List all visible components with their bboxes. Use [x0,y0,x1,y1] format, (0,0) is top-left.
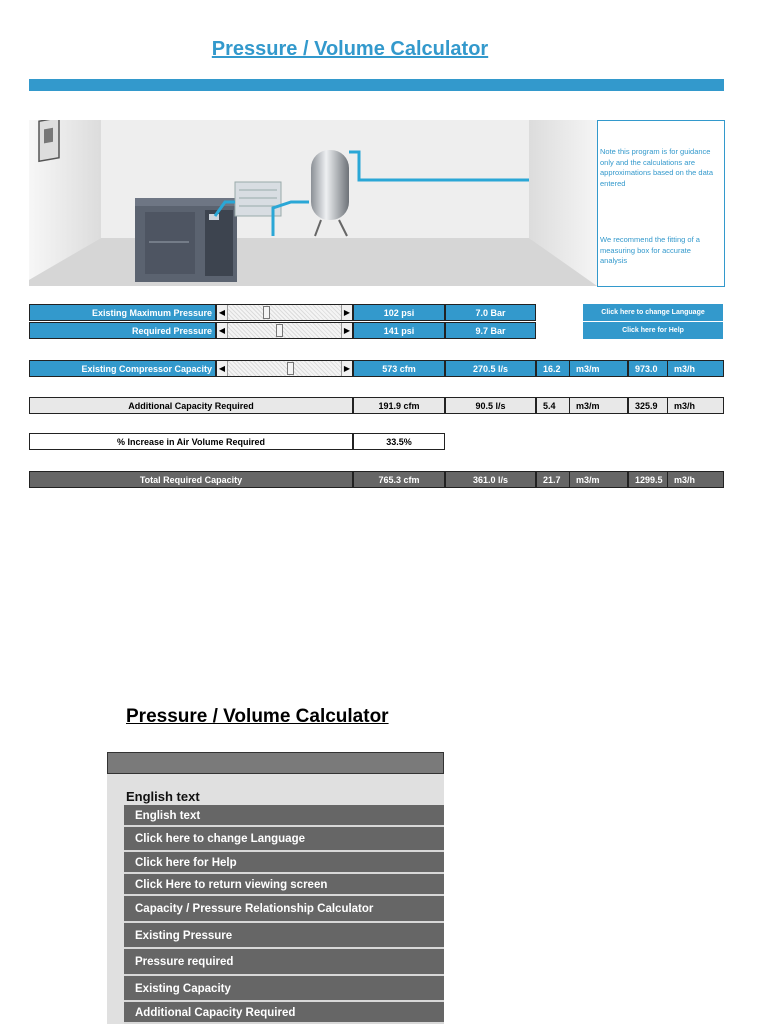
page-title: Pressure / Volume Calculator [211,38,489,60]
header-bar [29,79,724,91]
increase-label: % Increase in Air Volume Required [29,433,353,450]
change-language-button[interactable]: Click here to change Language [583,304,723,321]
list-item[interactable]: Existing Capacity [124,976,444,1002]
total-capacity-m3m-unit: m3/m [570,471,628,488]
slider-left-arrow-icon[interactable]: ◀ [217,323,228,338]
language-screen-title: Pressure / Volume Calculator [126,706,389,727]
existing-pressure-slider[interactable] [216,304,353,321]
slider-right-arrow-icon[interactable]: ▶ [341,305,352,320]
existing-pressure-bar: 7.0 Bar [445,304,536,321]
total-capacity-ls: 361.0 l/s [445,471,536,488]
list-item[interactable]: Click here to change Language [124,827,444,852]
list-item[interactable]: Existing Pressure [124,923,444,949]
slider-thumb[interactable] [263,306,270,319]
existing-pressure-label: Existing Maximum Pressure [29,304,216,321]
additional-capacity-label: Additional Capacity Required [29,397,353,414]
existing-capacity-cfm: 573 cfm [353,360,445,377]
list-item[interactable]: Pressure required [124,949,444,976]
additional-capacity-m3h-unit: m3/h [668,397,724,414]
list-item[interactable]: Capacity / Pressure Relationship Calculator [124,896,444,923]
existing-capacity-ls: 270.5 l/s [445,360,536,377]
increase-value: 33.5% [353,433,445,450]
language-panel-header-bar [107,752,444,774]
compressor-room-illustration [29,120,597,286]
additional-capacity-ls: 90.5 l/s [445,397,536,414]
total-capacity-m3m: 21.7 [536,471,570,488]
list-item[interactable]: Click Here to return viewing screen [124,874,444,896]
compressor-room-image [29,120,597,286]
required-pressure-psi: 141 psi [353,322,445,339]
slider-thumb[interactable] [276,324,283,337]
slider-thumb[interactable] [287,362,294,375]
slider-left-arrow-icon[interactable]: ◀ [217,305,228,320]
language-text-list [124,805,444,1024]
existing-capacity-m3m-unit: m3/m [570,360,628,377]
existing-pressure-psi: 102 psi [353,304,445,321]
existing-capacity-m3h-unit: m3/h [668,360,724,377]
required-pressure-bar: 9.7 Bar [445,322,536,339]
note-box [597,120,725,287]
total-capacity-m3h: 1299.5 [628,471,668,488]
help-button[interactable]: Click here for Help [583,322,723,339]
required-pressure-label: Required Pressure [29,322,216,339]
slider-left-arrow-icon[interactable]: ◀ [217,361,228,376]
total-capacity-label: Total Required Capacity [29,471,353,488]
existing-capacity-slider[interactable] [216,360,353,377]
additional-capacity-cfm: 191.9 cfm [353,397,445,414]
list-item[interactable]: Additional Capacity Required [124,1002,444,1024]
slider-right-arrow-icon[interactable]: ▶ [341,323,352,338]
list-item[interactable]: English text [124,805,444,827]
existing-capacity-m3h: 973.0 [628,360,668,377]
language-panel-label: English text [126,789,200,804]
existing-capacity-label: Existing Compressor Capacity [29,360,216,377]
total-capacity-cfm: 765.3 cfm [353,471,445,488]
additional-capacity-m3m-unit: m3/m [570,397,628,414]
additional-capacity-m3h: 325.9 [628,397,668,414]
required-pressure-slider[interactable] [216,322,353,339]
total-capacity-m3h-unit: m3/h [668,471,724,488]
note-text-recommendation: We recommend the fitting of a measuring box for accurate analysis [600,235,700,265]
list-item[interactable]: Click here for Help [124,852,444,874]
slider-right-arrow-icon[interactable]: ▶ [341,361,352,376]
existing-capacity-m3m: 16.2 [536,360,570,377]
additional-capacity-m3m: 5.4 [536,397,570,414]
note-text-guidance: Note this program is for guidance only and the calculations are approximations based on the data entered [600,147,713,188]
